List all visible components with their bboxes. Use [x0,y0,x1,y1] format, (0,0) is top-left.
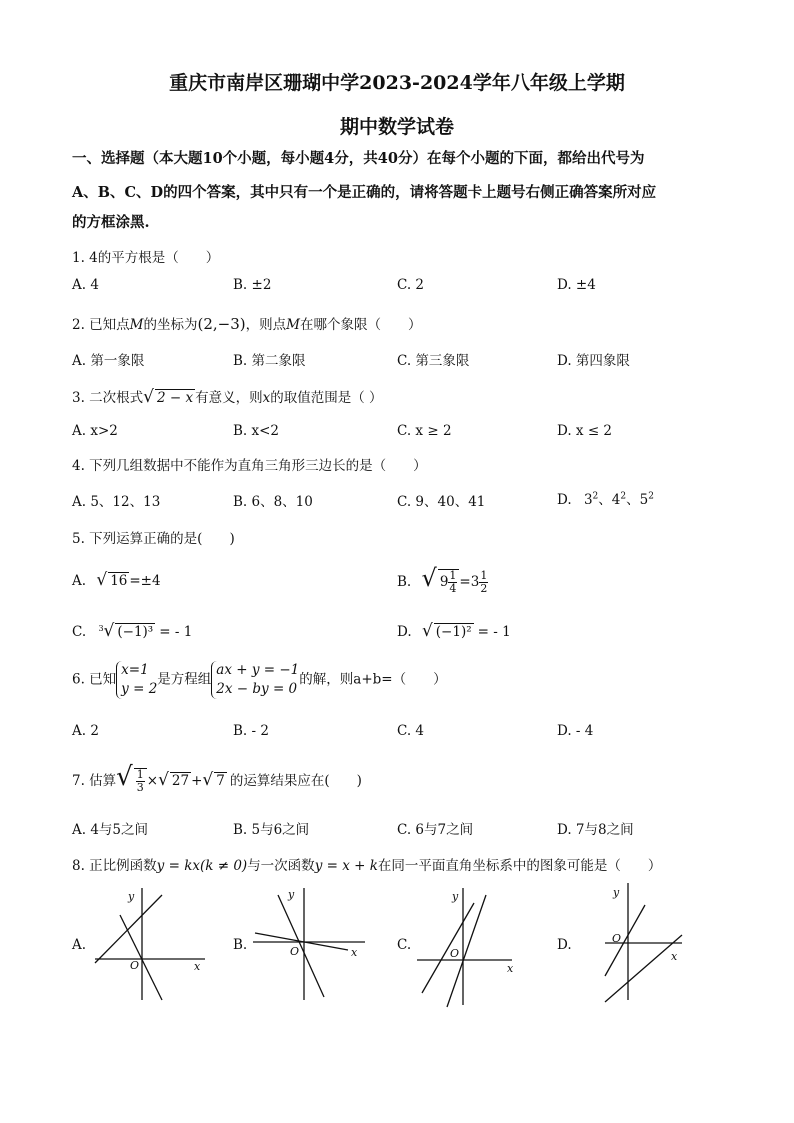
q6-text-c: 的解，则a+b=（ ） [299,671,447,688]
q5-option-c [72,621,192,641]
q5-d-radicand: (−1)² [435,624,472,640]
x-axis-label: x [671,950,678,963]
q6-option-c: C. 4 [397,723,425,739]
q5-option-a [72,570,161,590]
origin-label: O [612,932,622,945]
y-axis-label: y [288,888,295,901]
q5-c-label: C. [72,624,87,640]
radical-sign-icon: √ [158,770,169,790]
q5-d-rhs: = - 1 [477,624,511,640]
q5-option-b [397,564,488,595]
q2-var-m: M [129,317,144,333]
q8-graph-b [250,885,375,1010]
q7-plus: + [191,773,203,789]
q5-b-rhs-fraction [479,570,488,595]
q5-b-radicand [438,569,460,595]
q6-solution-x: x=1 [121,662,149,678]
q4-option-a: A. 5、12、13 [72,494,161,510]
q7-option-a: A. 4与5之间 [72,822,149,838]
origin-label: O [290,945,300,958]
q4-d-exp-3: 2 [648,491,654,502]
q5-b-rhs-whole: =3 [459,574,480,590]
q3-option-c: C. x ≥ 2 [397,423,452,439]
q4-d-value-2: 、4 [598,492,621,508]
q7-option-b: B. 5与6之间 [233,822,310,838]
radical-sign-icon: √ [421,564,437,592]
q7-radicand-7: 7 [216,773,225,789]
q8-option-c-label: C. [397,937,412,953]
q5-c-rhs: = - 1 [159,624,193,640]
y-axis-label: y [128,890,135,903]
q1-option-c: C. 2 [397,277,425,293]
q6-equation-2: 2x − by = 0 [216,681,298,697]
q2-coordinate: (2,−3) [197,315,246,333]
q6-text-a: 6. 已知 [72,671,117,688]
q5-b-label: B. [397,574,412,590]
y-axis-label: y [452,890,459,903]
q5-c-root-index: 3 [98,623,104,633]
q7-times: × [146,773,159,789]
y-axis-label: y [613,886,620,899]
q3-text-c: 的取值范围是（ ） [270,390,383,406]
q5-a-rhs: =±4 [129,573,161,589]
q8-function-1: y = kx(k ≠ 0) [156,858,248,874]
origin-label: O [450,947,460,960]
line-linear [278,895,324,997]
q2-text-a: 2. 已知点 [72,317,130,333]
q6-solution-y: y = 2 [121,681,158,697]
line-proportional [120,915,162,1000]
q4-d-value-3: 、5 [626,492,649,508]
q8-option-a-label: A. [72,937,87,953]
q7-fraction [136,769,145,794]
q3-radicand: 2 − x [157,390,194,406]
q5-b-fraction [448,570,457,595]
q3-var-x: x [262,390,271,406]
q1-option-a: A. 4 [72,277,99,293]
radical-sign-icon: √ [103,621,115,641]
question-5-stem: 5. 下列运算正确的是( ) [72,531,235,547]
q5-a-label: A. [72,573,87,589]
q1-option-b: B. ±2 [233,277,272,293]
q6-option-a: A. 2 [72,723,99,739]
q7-numerator: 1 [136,768,144,781]
q2-text-b: 的坐标为 [143,317,198,333]
section-instructions-line2: A、B、C、D的四个答案，其中只有一个是正确的，请将答题卡上题号右侧正确答案所对应 [72,184,657,201]
q7-radicand-27: 27 [171,773,190,789]
q5-c-radicand: (−1)³ [117,624,154,640]
q2-text-d: 在哪个象限（ ） [299,317,422,333]
q5-option-d [397,621,511,641]
question-8-stem [72,854,661,874]
question-6-stem [72,661,447,699]
line-proportional [605,905,645,976]
q3-text-b: 有意义，则 [195,390,263,406]
x-axis-label: x [507,962,514,975]
q4-option-d-label: D. [557,492,572,508]
q7-option-c: C. 6与7之间 [397,822,474,838]
question-1-stem: 1. 4的平方根是（ ） [72,250,220,266]
section-instructions-line1: 一、选择题（本大题10个小题，每小题4分，共40分）在每个小题的下面，都给出代号为 [72,150,645,167]
q4-d-value-1: 3 [583,492,593,508]
q5-b-rhs-denominator: 2 [480,582,488,595]
q5-b-whole: 9 [439,574,449,590]
q4-d-exp-1: 2 [592,491,599,502]
q5-b-rhs-numerator: 1 [480,569,488,582]
q2-option-d: D. 第四象限 [557,353,630,369]
radical-sign-icon: √ [143,387,155,407]
q6-solution-system [116,661,157,699]
q7-option-d: D. 7与8之间 [557,822,634,838]
q6-equation-1: ax + y = −1 [216,662,300,678]
q6-option-b: B. - 2 [233,723,269,739]
q7-text-a: 7. 估算 [72,773,117,789]
question-3-stem [72,386,383,407]
q2-text-c: ，则点 [245,317,287,333]
q2-option-a: A. 第一象限 [72,353,145,369]
q4-option-b: B. 6、8、10 [233,494,313,510]
q3-option-d: D. x ≤ 2 [557,423,613,439]
q4-option-c: C. 9、40、41 [397,494,486,510]
line-linear [422,903,474,993]
q8-graph-c [412,885,522,1010]
q8-text-a: 8. 正比例函数 [72,858,157,874]
q8-graph-a [90,885,215,1005]
x-axis-label: x [351,946,358,959]
origin-label: O [130,959,140,972]
x-axis-label: x [194,960,201,973]
q4-option-d [557,488,654,508]
q8-option-b-label: B. [233,937,248,953]
q3-option-b: B. x<2 [233,423,280,439]
radical-sign-icon: √ [116,762,133,792]
question-4-stem: 4. 下列几组数据中不能作为直角三角形三边长的是（ ） [72,458,427,474]
q5-b-numerator: 1 [449,569,457,582]
q4-d-exp-2: 2 [620,491,627,502]
q6-equation-system [211,661,299,699]
question-7-stem [72,762,362,794]
q3-text-a: 3. 二次根式 [72,390,144,406]
q8-text-c: 在同一平面直角坐标系中的图象可能是（ ） [377,858,662,874]
q7-radicand-frac [134,768,147,794]
q2-var-m2: M [286,317,300,333]
q7-text-b: 的运算结果应在( ) [229,773,362,789]
radical-sign-icon: √ [96,570,108,590]
question-2-stem [72,313,421,333]
section-instructions-line3: 的方框涂黑. [72,214,150,231]
q8-text-b: 与一次函数 [247,858,315,874]
q6-text-b: 是方程组 [157,671,212,688]
line-linear [95,895,162,963]
q1-option-d: D. ±4 [557,277,596,293]
q5-b-denominator: 4 [449,582,457,595]
q7-denominator: 3 [136,781,144,794]
exam-title-line1: 重庆市南岸区珊瑚中学2023-2024学年八年级上学期 [169,72,625,94]
q2-option-c: C. 第三象限 [397,353,470,369]
q2-option-b: B. 第二象限 [233,353,306,369]
line-linear [605,935,682,1002]
exam-title-line2: 期中数学试卷 [339,116,454,138]
q8-graph-d [600,880,690,1005]
q8-option-d-label: D. [557,937,572,953]
q3-option-a: A. x>2 [72,423,118,439]
radical-sign-icon: √ [421,621,433,641]
q5-a-radicand: 16 [110,573,128,589]
radical-sign-icon: √ [202,770,214,790]
q8-function-2: y = x + k [314,858,378,874]
q5-d-label: D. [397,624,412,640]
q6-option-d: D. - 4 [557,723,594,739]
